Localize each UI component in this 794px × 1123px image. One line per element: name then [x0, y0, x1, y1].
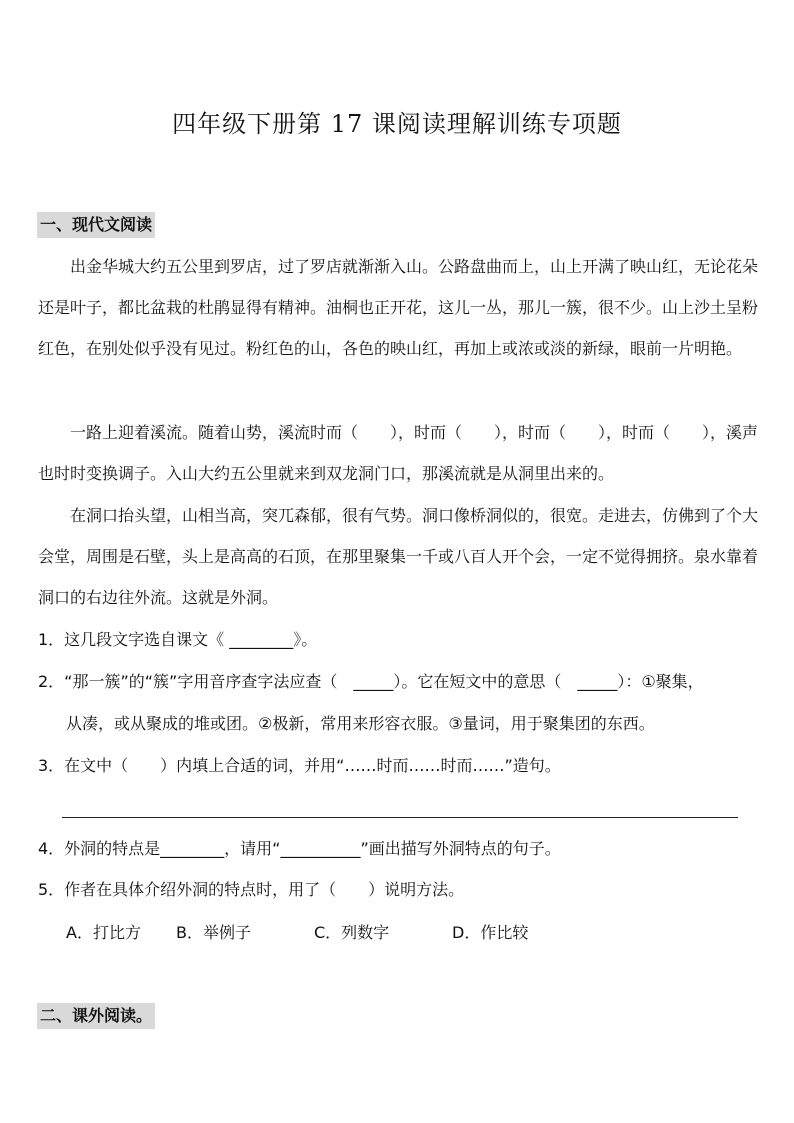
question-5-options [66, 912, 528, 953]
passage-paragraph-3: 在洞口抬头望，山相当高，突兀森郁，很有气势。洞口像桥洞似的，很宽。走进去，仿佛到了个大会堂，周围是石壁，头上是高高的石顶，在那里聚集一千或八百人开个会，一定不觉得拥挤。泉水靠着洞口的右边往外流。这就是外洞。 [38, 506, 759, 607]
question-3: 3．在文中（ ）内填上合适的词，并用“……时而……时而……”造句。 [38, 756, 561, 775]
option-c: C．列数字 [314, 923, 390, 942]
passage-paragraph-1: 出金华城大约五公里到罗店，过了罗店就渐渐入山。公路盘曲而上，山上开满了映山红，无论花朵还是叶子，都比盆栽的杜鹃显得有精神。油桐也正开花，这儿一丛，那儿一簇，很不少。山上沙土呈粉红色，在别处似乎没有见过。粉红色的山，各色的映山红，再加上或浓或淡的新绿，眼前一片明艳。 [38, 257, 759, 358]
section-heading-extracurricular-reading: 二、课外阅读。 [37, 1003, 155, 1029]
section-heading-modern-reading: 一、现代文阅读 [37, 212, 155, 238]
question-2-continuation: 从凑，或从聚成的堆或团。②极新，常用来形容衣服。③量词，用于聚集团的东西。 [66, 714, 655, 733]
question-2: 2．“那一簇”的“簇”字用音序查字法应查（ _____）。它在短文中的意思（ _____）：①聚集， [38, 672, 704, 691]
question-5: 5．作者在具体介绍外洞的特点时，用了（ ）说明方法。 [38, 880, 465, 899]
option-b: B．举例子 [176, 923, 251, 942]
page-title: 四年级下册第 17 课阅读理解训练专项题 [172, 110, 622, 138]
option-a: A．打比方 [66, 923, 141, 942]
question-4: 4．外洞的特点是________，请用“__________”画出描写外洞特点的句子。 [38, 839, 561, 858]
answer-line [62, 816, 738, 818]
option-d: D．作比较 [452, 923, 529, 942]
question-1: 1．这几段文字选自课文《 ________》。 [38, 630, 318, 649]
passage-paragraph-2: 一路上迎着溪流。随着山势，溪流时而（ ），时而（ ），时而（ ），时而（ ），溪声也时时变换调子。入山大约五公里就来到双龙洞门口，那溪流就是从洞里出来的。 [38, 423, 759, 483]
